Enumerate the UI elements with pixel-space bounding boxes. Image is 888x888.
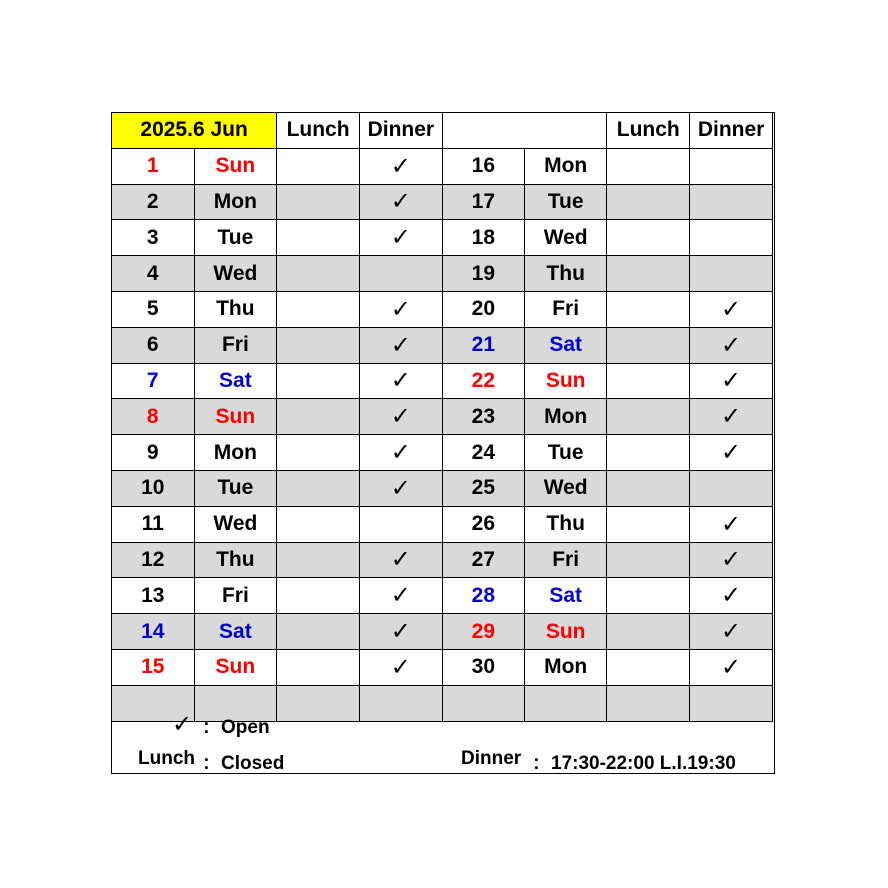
schedule-sheet	[111, 112, 775, 774]
lunch-cell	[277, 542, 360, 578]
day-number: 10	[112, 470, 195, 506]
day-number: 4	[112, 256, 195, 292]
lunch-cell	[607, 470, 690, 506]
lunch-cell	[607, 148, 690, 184]
day-number: 17	[442, 184, 524, 220]
dinner-cell	[690, 256, 773, 292]
day-row	[112, 649, 773, 685]
day-row	[112, 220, 773, 256]
day-row	[112, 614, 773, 650]
dinner-open-check-icon: ✓	[690, 399, 773, 435]
legend-open-text: ：Open	[202, 717, 270, 738]
legend-dinner-hours: ：17:30-22:00 L.I.19:30	[532, 753, 736, 774]
dinner-open-check-icon: ✓	[359, 220, 442, 256]
day-number: 29	[442, 614, 524, 650]
weekday: Thu	[524, 256, 606, 292]
dinner-open-check-icon: ✓	[690, 578, 773, 614]
weekday: Fri	[194, 327, 277, 363]
day-number: 19	[442, 256, 524, 292]
weekday: Mon	[194, 435, 277, 471]
lunch-cell	[607, 542, 690, 578]
lunch-cell	[277, 614, 360, 650]
day-number: 7	[112, 363, 195, 399]
dinner-open-check-icon: ✓	[690, 435, 773, 471]
dinner-open-check-icon: ✓	[690, 649, 773, 685]
lunch-cell	[607, 256, 690, 292]
day-number: 12	[112, 542, 195, 578]
dinner-open-check-icon: ✓	[359, 363, 442, 399]
weekday: Thu	[524, 506, 606, 542]
day-number: 6	[112, 327, 195, 363]
weekday: Fri	[524, 542, 606, 578]
weekday: Thu	[194, 542, 277, 578]
weekday: Wed	[524, 470, 606, 506]
day-number: 28	[442, 578, 524, 614]
day-number: 16	[442, 148, 524, 184]
dinner-header-2: Dinner	[690, 113, 773, 149]
weekday: Mon	[524, 399, 606, 435]
dinner-cell	[690, 184, 773, 220]
weekday: Sat	[524, 578, 606, 614]
day-row	[112, 184, 773, 220]
day-number: 3	[112, 220, 195, 256]
dinner-open-check-icon: ✓	[690, 506, 773, 542]
lunch-cell	[607, 506, 690, 542]
weekday: Sat	[524, 327, 606, 363]
dinner-open-check-icon: ✓	[690, 327, 773, 363]
weekday: Wed	[194, 506, 277, 542]
weekday: Mon	[194, 184, 277, 220]
weekday: Sat	[194, 614, 277, 650]
dinner-cell	[690, 148, 773, 184]
lunch-cell	[607, 327, 690, 363]
day-row	[112, 291, 773, 327]
legend-lunch-label: Lunch	[138, 748, 195, 769]
weekday: Sat	[194, 363, 277, 399]
weekday: Fri	[194, 578, 277, 614]
lunch-cell	[277, 506, 360, 542]
day-number: 15	[112, 649, 195, 685]
dinner-open-check-icon: ✓	[359, 578, 442, 614]
weekday: Sun	[194, 399, 277, 435]
dinner-open-check-icon: ✓	[690, 363, 773, 399]
lunch-cell	[607, 184, 690, 220]
day-number: 26	[442, 506, 524, 542]
lunch-cell	[277, 256, 360, 292]
day-row	[112, 470, 773, 506]
day-number: 14	[112, 614, 195, 650]
lunch-cell	[277, 363, 360, 399]
dinner-open-check-icon: ✓	[359, 399, 442, 435]
day-number: 27	[442, 542, 524, 578]
weekday: Sun	[524, 614, 606, 650]
legend-closed-text: ：Closed	[202, 753, 285, 774]
weekday: Tue	[194, 220, 277, 256]
weekday: Tue	[194, 470, 277, 506]
day-number: 22	[442, 363, 524, 399]
weekday: Mon	[524, 148, 606, 184]
legend	[112, 704, 774, 774]
day-number: 30	[442, 649, 524, 685]
lunch-cell	[277, 578, 360, 614]
lunch-cell	[607, 435, 690, 471]
weekday: Mon	[524, 649, 606, 685]
dinner-open-check-icon: ✓	[690, 614, 773, 650]
day-number: 11	[112, 506, 195, 542]
day-row	[112, 542, 773, 578]
day-row	[112, 506, 773, 542]
day-number: 24	[442, 435, 524, 471]
dinner-open-check-icon: ✓	[359, 649, 442, 685]
lunch-cell	[607, 614, 690, 650]
header-blank	[442, 113, 607, 149]
lunch-cell	[277, 220, 360, 256]
day-number: 8	[112, 399, 195, 435]
weekday: Tue	[524, 435, 606, 471]
day-number: 21	[442, 327, 524, 363]
day-row	[112, 148, 773, 184]
day-number: 13	[112, 578, 195, 614]
lunch-cell	[277, 327, 360, 363]
weekday: Sun	[524, 363, 606, 399]
lunch-cell	[277, 399, 360, 435]
dinner-open-check-icon: ✓	[359, 148, 442, 184]
day-row	[112, 327, 773, 363]
lunch-header: Lunch	[277, 113, 360, 149]
weekday: Thu	[194, 291, 277, 327]
lunch-cell	[277, 148, 360, 184]
lunch-cell	[607, 399, 690, 435]
dinner-open-check-icon: ✓	[359, 614, 442, 650]
dinner-open-check-icon: ✓	[359, 291, 442, 327]
day-row	[112, 578, 773, 614]
dinner-open-check-icon: ✓	[690, 542, 773, 578]
day-number: 23	[442, 399, 524, 435]
weekday: Sun	[194, 649, 277, 685]
lunch-cell	[277, 184, 360, 220]
lunch-cell	[607, 291, 690, 327]
lunch-cell	[277, 291, 360, 327]
lunch-cell	[607, 220, 690, 256]
dinner-open-check-icon: ✓	[690, 291, 773, 327]
legend-dinner-label: Dinner	[461, 748, 522, 769]
schedule-table	[111, 112, 773, 722]
lunch-cell	[277, 470, 360, 506]
dinner-cell	[359, 256, 442, 292]
dinner-header: Dinner	[359, 113, 442, 149]
day-number: 1	[112, 148, 195, 184]
day-row	[112, 399, 773, 435]
dinner-open-check-icon: ✓	[359, 327, 442, 363]
lunch-cell	[607, 649, 690, 685]
header-row	[112, 113, 773, 149]
day-row	[112, 256, 773, 292]
day-number: 25	[442, 470, 524, 506]
day-number: 9	[112, 435, 195, 471]
day-number: 18	[442, 220, 524, 256]
lunch-header-2: Lunch	[607, 113, 690, 149]
dinner-cell	[690, 220, 773, 256]
lunch-cell	[607, 363, 690, 399]
dinner-open-check-icon: ✓	[359, 470, 442, 506]
dinner-cell	[359, 506, 442, 542]
day-number: 20	[442, 291, 524, 327]
dinner-open-check-icon: ✓	[359, 435, 442, 471]
weekday: Fri	[524, 291, 606, 327]
dinner-open-check-icon: ✓	[359, 542, 442, 578]
dinner-cell	[690, 470, 773, 506]
day-number: 2	[112, 184, 195, 220]
lunch-cell	[277, 649, 360, 685]
month-title: 2025.6 Jun	[112, 113, 277, 149]
weekday: Wed	[194, 256, 277, 292]
legend-check-icon: ✓	[172, 711, 193, 738]
weekday: Sun	[194, 148, 277, 184]
lunch-cell	[607, 578, 690, 614]
weekday: Wed	[524, 220, 606, 256]
day-row	[112, 363, 773, 399]
day-row	[112, 435, 773, 471]
lunch-cell	[277, 435, 360, 471]
day-number: 5	[112, 291, 195, 327]
weekday: Tue	[524, 184, 606, 220]
dinner-open-check-icon: ✓	[359, 184, 442, 220]
